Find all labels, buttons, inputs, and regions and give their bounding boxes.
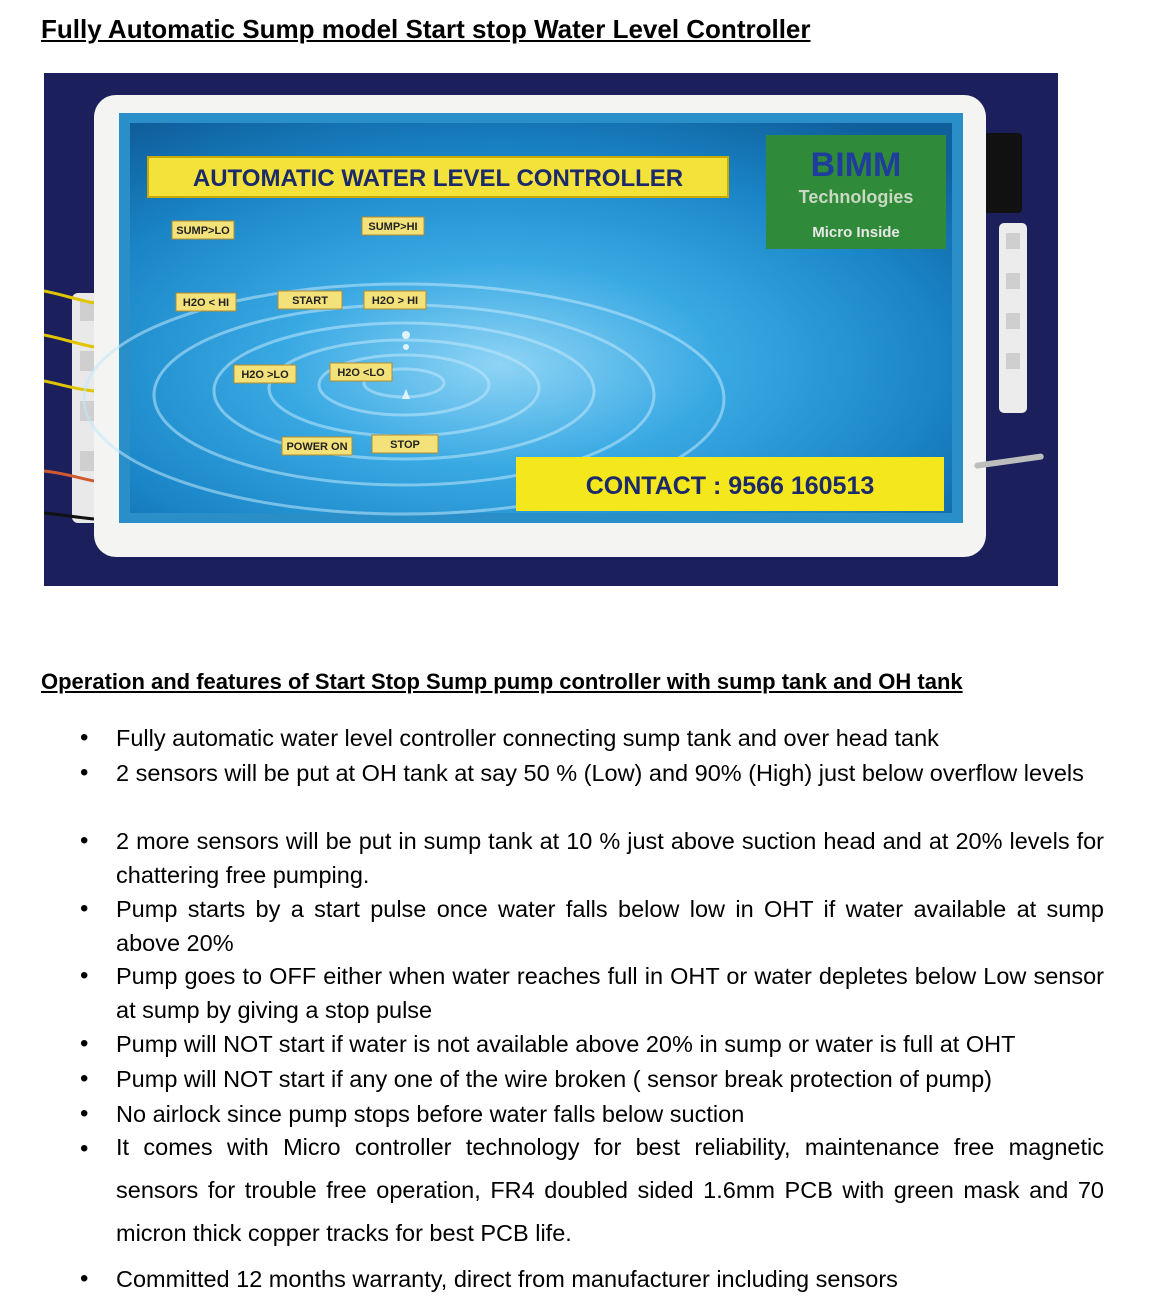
list-item-text: Pump will NOT start if any one of the wire broken ( sensor break protection of pump): [116, 1066, 992, 1092]
brand-name: BIMM: [810, 146, 902, 184]
brand-line3: Micro Inside: [812, 224, 900, 241]
list-item-text: Pump will NOT start if water is not available above 20% in sump or water is full at OHT: [116, 1031, 1016, 1057]
bullet-icon: •: [80, 1135, 89, 1162]
label-h2o-gt-hi: H2O > HI: [371, 295, 419, 307]
label-start: START: [292, 295, 328, 307]
product-photo: [44, 73, 1058, 586]
label-stop: STOP: [390, 439, 420, 451]
bullet-icon: •: [80, 827, 89, 854]
list-item-text: Fully automatic water level controller connecting sump tank and over head tank: [116, 725, 939, 751]
bullet-icon: •: [80, 759, 89, 786]
list-item-text: 2 more sensors will be put in sump tank at 10 % just above suction head and at 20% levels for chattering free pumping.: [116, 828, 1104, 888]
brand-line2: Technologies: [798, 187, 914, 207]
page-title: Fully Automatic Sump model Start stop Water Level Controller: [41, 14, 811, 44]
bullet-icon: •: [80, 1265, 89, 1292]
list-item-text: It comes with Micro controller technology for best reliability, maintenance free magnetic sensors for trouble free operation, FR4 doubled sided 1.6mm PCB with green mask and 70 micron thick copper tracks for best PCB life.: [116, 1134, 1104, 1246]
list-item-text: No airlock since pump stops before water falls below suction: [116, 1101, 745, 1127]
list-item-text: 2 sensors will be put at OH tank at say 50 % (Low) and 90% (High) just below overflow levels: [116, 760, 1084, 786]
label-power-on: POWER ON: [286, 441, 348, 453]
bullet-icon: •: [80, 1030, 89, 1057]
panel-title: AUTOMATIC WATER LEVEL CONTROLLER: [192, 165, 684, 192]
list-item-text: Pump starts by a start pulse once water falls below low in OHT if water available at sump above 20%: [116, 896, 1104, 956]
list-item-text: Committed 12 months warranty, direct from manufacturer including sensors: [116, 1266, 898, 1292]
contact-text: CONTACT : 9566 160513: [585, 472, 875, 500]
label-h2o-lt-lo: H2O <LO: [337, 367, 385, 379]
bullet-icon: •: [80, 1100, 89, 1127]
section-subtitle: Operation and features of Start Stop Sump pump controller with sump tank and OH tank: [41, 669, 963, 694]
label-h2o-gt-lo: H2O >LO: [241, 369, 289, 381]
label-sump-lo: SUMP>LO: [176, 225, 230, 237]
bullet-icon: •: [80, 895, 89, 922]
bullet-icon: •: [80, 724, 89, 751]
list-item-text: Pump goes to OFF either when water reaches full in OHT or water depletes below Low sensor at sump by giving a stop pulse: [116, 963, 1104, 1023]
bullet-icon: •: [80, 962, 89, 989]
label-h2o-lt-hi: H2O < HI: [182, 297, 230, 309]
label-sump-hi: SUMP>HI: [368, 221, 418, 233]
bullet-icon: •: [80, 1065, 89, 1092]
